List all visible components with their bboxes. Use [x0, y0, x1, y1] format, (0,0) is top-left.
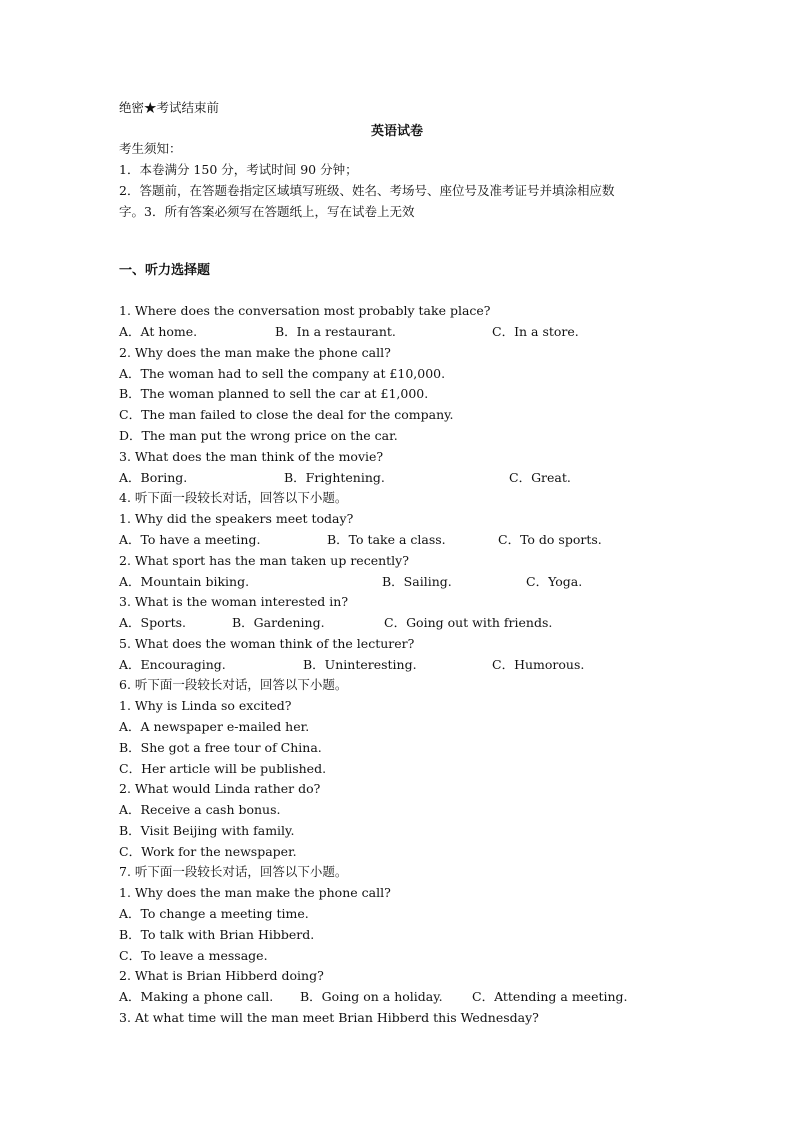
option-c: C．Her article will be published. — [119, 761, 327, 776]
section-title: 一、听力选择题 — [119, 263, 211, 278]
option-c: C．The man failed to close the deal for the company. — [119, 407, 454, 422]
option-b: B．In a restaurant. — [275, 324, 396, 339]
option-a: A．A newspaper e-mailed her. — [119, 719, 310, 734]
option-a: A．To have a meeting. — [119, 532, 261, 547]
option-b: B．Going on a holiday. — [300, 989, 443, 1004]
question-stem: 2. What would Linda rather do? — [119, 781, 321, 796]
option-b: B．To talk with Brian Hibberd. — [119, 927, 315, 942]
question-stem: 5. What does the woman think of the lecturer? — [119, 636, 415, 651]
option-a: A．Encouraging. — [119, 657, 226, 672]
option-a: A．Boring. — [119, 470, 188, 485]
question-intro: 4. 听下面一段较长对话，回答以下小题。 — [119, 490, 348, 505]
option-a: A．Receive a cash bonus. — [119, 802, 281, 817]
notice-line-2a: 2．答题前，在答题卷指定区域填写班级、姓名、考场号、座位号及准考证号并填涂相应数 — [119, 183, 615, 198]
option-c: C．Attending a meeting. — [472, 989, 628, 1004]
question-stem: 1. Why did the speakers meet today? — [119, 511, 354, 526]
question-stem: 2. What is Brian Hibberd doing? — [119, 968, 324, 983]
question-stem: 3. What does the man think of the movie? — [119, 449, 384, 464]
notice-line-1: 1．本卷满分 150 分，考试时间 90 分钟； — [119, 162, 358, 177]
question-stem: 1. Why is Linda so excited? — [119, 698, 292, 713]
exam-title: 英语试卷 — [370, 124, 423, 139]
option-a: A．Sports. — [119, 615, 187, 630]
notice-line-2b: 字。3．所有答案必须写在答题纸上，写在试卷上无效 — [119, 204, 415, 219]
option-b: B．She got a free tour of China. — [119, 740, 322, 755]
option-a: A．To change a meeting time. — [119, 906, 309, 921]
question-intro: 6. 听下面一段较长对话，回答以下小题。 — [119, 677, 348, 692]
option-a: A．At home. — [119, 324, 198, 339]
option-b: B．To take a class. — [327, 532, 446, 547]
option-b: B．Visit Beijing with family. — [119, 823, 295, 838]
option-b: B．Uninteresting. — [303, 657, 417, 672]
question-stem: 2. What sport has the man taken up recently? — [119, 553, 409, 568]
option-c: C．Great. — [509, 470, 571, 485]
question-intro: 7. 听下面一段较长对话，回答以下小题。 — [119, 864, 348, 879]
option-c: C．In a store. — [492, 324, 579, 339]
option-b: B．Gardening. — [232, 615, 325, 630]
secret-mark: 绝密★考试结束前 — [119, 100, 220, 115]
notice-title: 考生须知： — [119, 141, 182, 156]
option-c: C．Humorous. — [492, 657, 585, 672]
question-stem: 3. At what time will the man meet Brian Hibberd this Wednesday? — [119, 1010, 539, 1025]
question-stem: 1. Where does the conversation most probably take place? — [119, 303, 491, 318]
option-b: B．Frightening. — [284, 470, 385, 485]
option-c: C．Yoga. — [526, 574, 583, 589]
option-a: A．The woman had to sell the company at £10,000. — [119, 366, 446, 381]
question-stem: 2. Why does the man make the phone call? — [119, 345, 391, 360]
option-a: A．Making a phone call. — [119, 989, 274, 1004]
option-c: C．To do sports. — [498, 532, 602, 547]
question-stem: 3. What is the woman interested in? — [119, 594, 349, 609]
option-a: A．Mountain biking. — [119, 574, 250, 589]
option-c: C．To leave a message. — [119, 948, 268, 963]
option-b: B．The woman planned to sell the car at £1,000. — [119, 386, 429, 401]
option-b: B．Sailing. — [382, 574, 452, 589]
option-c: C．Work for the newspaper. — [119, 844, 297, 859]
option-d: D．The man put the wrong price on the car. — [119, 428, 398, 443]
option-c: C．Going out with friends. — [384, 615, 553, 630]
question-stem: 1. Why does the man make the phone call? — [119, 885, 391, 900]
